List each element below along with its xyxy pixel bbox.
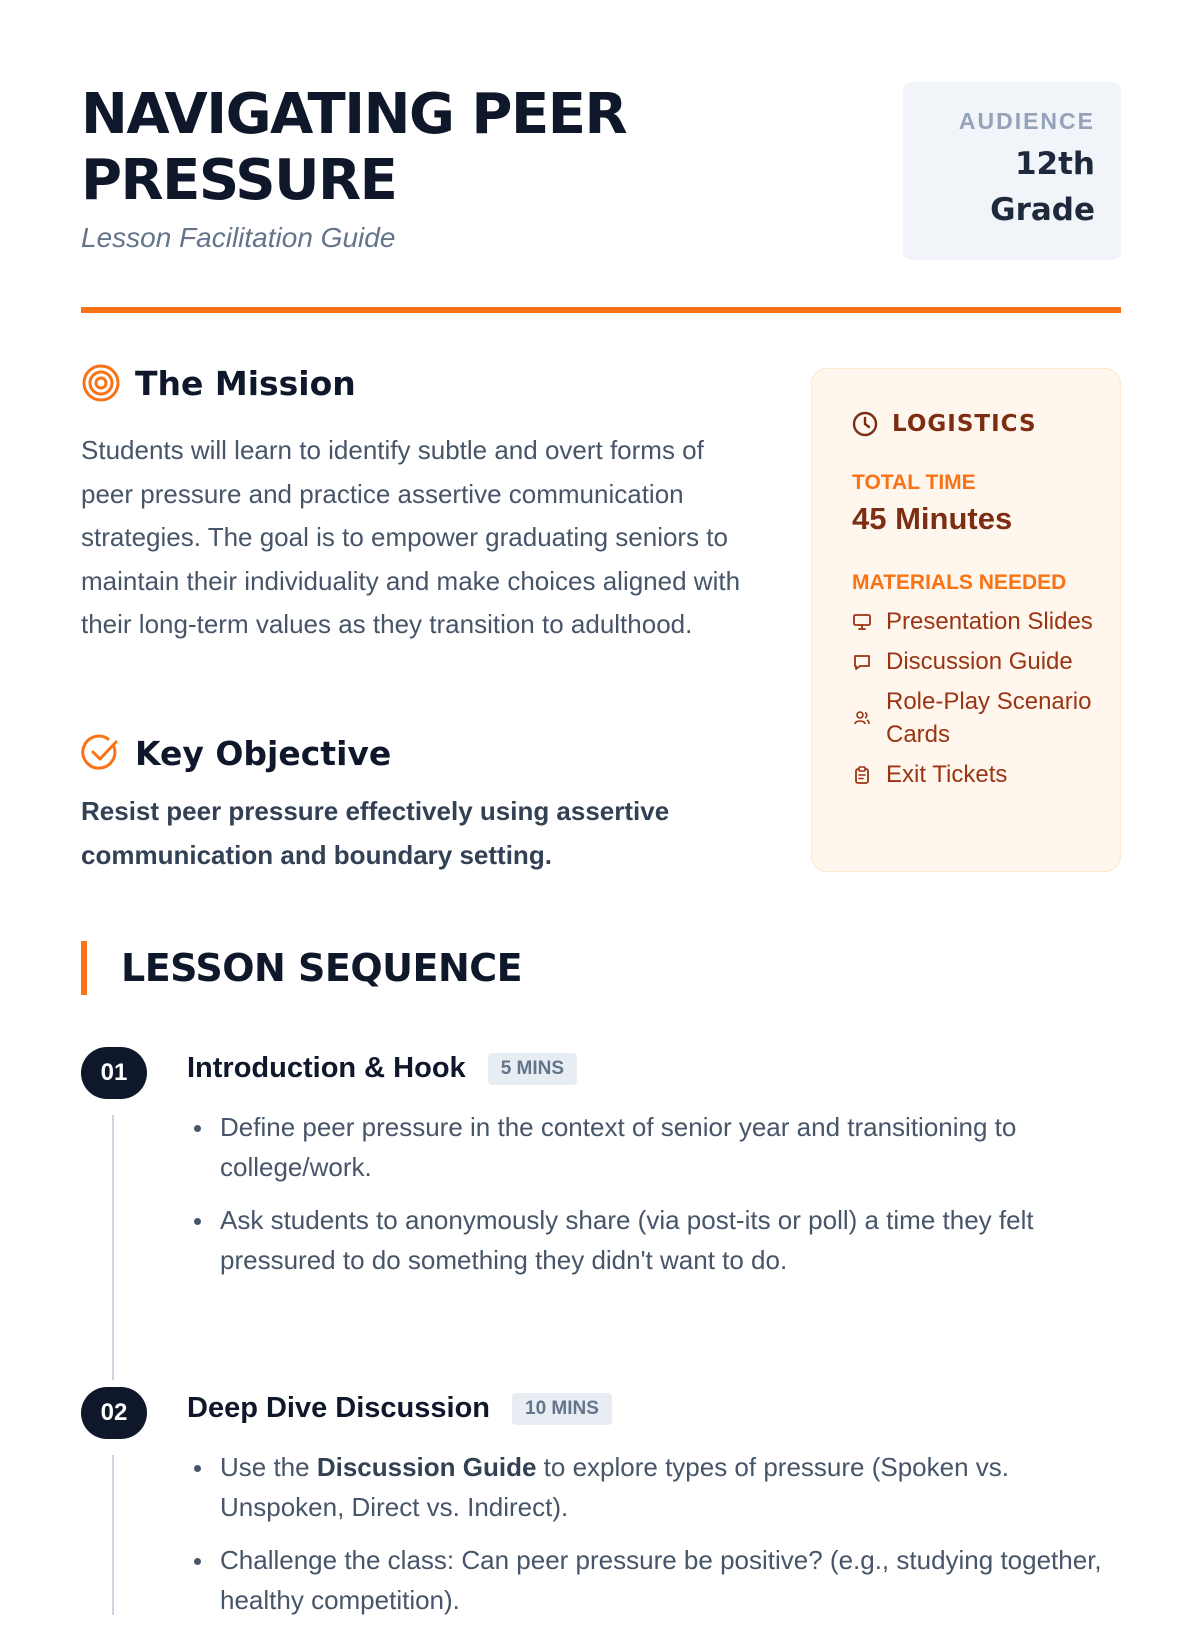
- mission-text: Students will learn to identify subtle and overt forms of peer pressure and practice assertive communication strategies. The goal is to empower graduating seniors to maintain their individuality and make choices aligned with their long-term values as they transition to adulthood.: [81, 435, 741, 639]
- step-timeline-line: [112, 1455, 114, 1615]
- step-title-row: [187, 1392, 612, 1425]
- logistics-card: [811, 368, 1121, 872]
- total-time-label: TOTAL TIME: [852, 471, 976, 494]
- clipboard-icon: [852, 765, 872, 785]
- step-number: 01: [81, 1047, 147, 1099]
- step-duration-badge: 5 MINS: [488, 1053, 577, 1085]
- check-circle-icon: [81, 733, 121, 773]
- material-label: Role-Play Scenario Cards: [886, 688, 1092, 748]
- material-item: [852, 685, 1112, 751]
- objective-heading-row: [81, 733, 391, 773]
- material-item: [852, 758, 1112, 791]
- step-timeline-line: [112, 1115, 114, 1380]
- material-item: [852, 645, 1112, 678]
- step-title: Deep Dive Discussion: [187, 1392, 490, 1424]
- step-bullet: Challenge the class: Can peer pressure be positive? (e.g., studying together, healthy competition).: [187, 1540, 1117, 1620]
- material-label: Exit Tickets: [886, 761, 1008, 788]
- bullet-text: to explore types of pressure (Spoken vs. Unspoken, Direct vs. Indirect).: [220, 1452, 1010, 1522]
- material-item: [852, 605, 1112, 638]
- step-bullet-list: [187, 1447, 1117, 1633]
- step-bullet: [187, 1447, 1117, 1527]
- target-icon: [81, 363, 121, 403]
- step-bullet: Define peer pressure in the context of senior year and transitioning to college/work.: [187, 1107, 1117, 1187]
- audience-box: [903, 82, 1121, 260]
- lesson-step: [81, 1047, 1121, 1337]
- logistics-heading: LOGISTICS: [892, 411, 1037, 437]
- materials-label: MATERIALS NEEDED: [852, 571, 1067, 594]
- step-bullet: Ask students to anonymously share (via post-its or poll) a time they felt pressured to do something they didn't want to do.: [187, 1200, 1117, 1280]
- step-bullet-list: [187, 1107, 1117, 1293]
- page-title: NAVIGATING PEER PRESSURE: [81, 82, 627, 213]
- header: [81, 82, 1121, 262]
- message-icon: [852, 652, 872, 672]
- presentation-icon: [852, 612, 872, 632]
- heading-accent-bar: [81, 941, 87, 995]
- logistics-heading-row: [852, 411, 1037, 437]
- lesson-step: [81, 1387, 1121, 1615]
- audience-label: AUDIENCE: [958, 108, 1095, 134]
- objective-text: Resist peer pressure effectively using assertive communication and boundary setting.: [81, 796, 670, 870]
- total-time-value: 45 Minutes: [852, 501, 1013, 536]
- material-label: Discussion Guide: [886, 648, 1073, 675]
- materials-list: [852, 605, 1112, 798]
- header-divider: [81, 307, 1121, 313]
- objective-heading: Key Objective: [135, 733, 392, 773]
- step-number: 02: [81, 1387, 147, 1439]
- mission-heading: The Mission: [135, 363, 356, 403]
- audience-value: 12th Grade: [990, 146, 1095, 228]
- lesson-sequence-heading-row: [81, 941, 522, 995]
- step-title-row: [187, 1052, 577, 1085]
- discussion-guide-ref: Discussion Guide: [316, 1452, 537, 1482]
- page-subtitle: Lesson Facilitation Guide: [81, 222, 396, 253]
- bullet-text: Use the: [220, 1452, 317, 1482]
- step-title: Introduction & Hook: [187, 1052, 466, 1084]
- users-icon: [852, 708, 872, 728]
- mission-heading-row: [81, 363, 356, 403]
- material-label: Presentation Slides: [886, 608, 1093, 635]
- clock-icon: [852, 411, 878, 437]
- step-duration-badge: 10 MINS: [512, 1393, 612, 1425]
- lesson-sequence-heading: LESSON SEQUENCE: [121, 946, 523, 990]
